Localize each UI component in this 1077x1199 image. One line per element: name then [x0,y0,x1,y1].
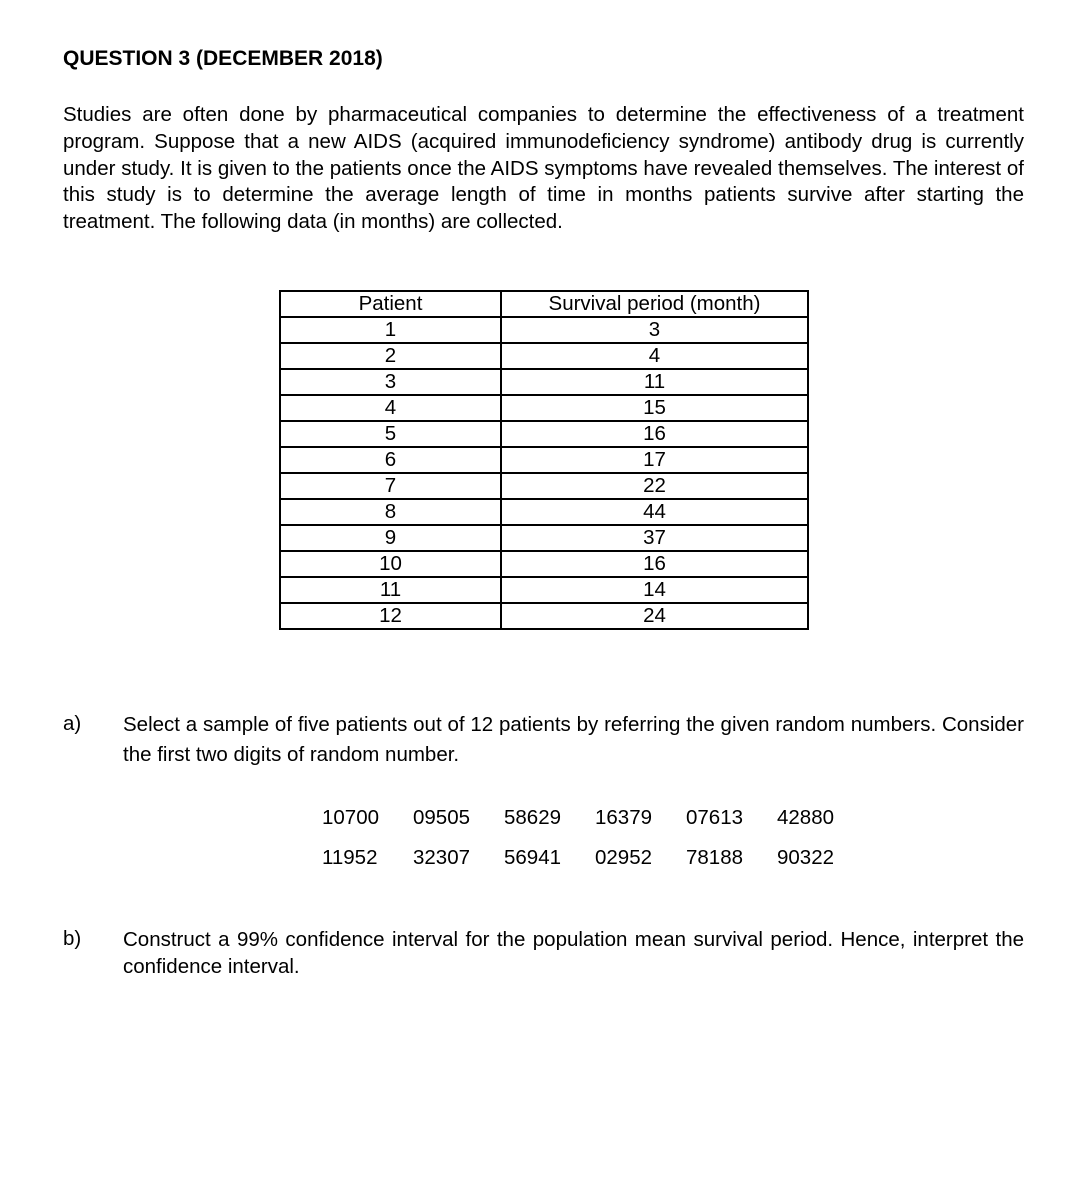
random-number: 07613 [686,806,744,829]
random-number: 58629 [504,806,562,829]
survival-cell: 16 [501,551,808,577]
question-a-text: Select a sample of five patients out of 12 patients by referring the given random numbers. Consider the first two digits of random number. [123,713,1024,766]
patient-cell: 6 [280,447,501,473]
table-row [280,395,808,421]
header-patient: Patient [280,291,501,317]
table-row [280,421,808,447]
random-number: 11952 [322,846,378,869]
survival-cell: 16 [501,421,808,447]
patient-cell: 5 [280,421,501,447]
random-number: 78188 [686,846,744,869]
patient-cell: 4 [280,395,501,421]
survival-cell: 44 [501,499,808,525]
header-survival: Survival period (month) [501,291,808,317]
random-number: 10700 [322,806,380,829]
survival-cell: 37 [501,525,808,551]
patient-cell: 9 [280,525,501,551]
patient-cell: 3 [280,369,501,395]
survival-cell: 14 [501,577,808,603]
question-title: QUESTION 3 (DECEMBER 2018) [63,47,383,70]
patient-cell: 2 [280,343,501,369]
patient-cell: 1 [280,317,501,343]
random-number: 90322 [777,846,835,869]
table-row [280,447,808,473]
table-row [280,473,808,499]
random-number-row [322,844,868,884]
table-row [280,525,808,551]
survival-cell: 11 [501,369,808,395]
survival-cell: 24 [501,603,808,629]
survival-cell: 4 [501,343,808,369]
random-number-row [322,804,868,844]
patient-cell: 11 [280,577,501,603]
survival-cell: 15 [501,395,808,421]
table-row [280,343,808,369]
patient-cell: 7 [280,473,501,499]
survival-table [279,290,809,630]
random-numbers [322,804,868,884]
patient-cell: 12 [280,603,501,629]
intro-paragraph: Studies are often done by pharmaceutical companies to determine the effectiveness of a treatment program. Suppose that a new AIDS (acquired immunodeficiency syndrome) antibody drug is currently under study. It is given to the patients once the AIDS symptoms have revealed themselves. The interest of this study is to determine the average length of time in months patients survive after starting the treatment. The following data (in months) are collected. [63,103,1024,234]
question-a-label: a) [63,712,82,735]
table-row [280,577,808,603]
random-number: 42880 [777,806,835,829]
table-row [280,499,808,525]
table-row [280,603,808,629]
table-row [280,369,808,395]
survival-cell: 22 [501,473,808,499]
survival-cell: 3 [501,317,808,343]
patient-cell: 10 [280,551,501,577]
table-row [280,551,808,577]
table-row [280,317,808,343]
random-number: 09505 [413,806,471,829]
random-number: 56941 [504,846,562,869]
patient-cell: 8 [280,499,501,525]
question-b-text: Construct a 99% confidence interval for the population mean survival period. Hence, interpret the confidence interval. [123,928,1024,978]
random-number: 02952 [595,846,653,869]
survival-cell: 17 [501,447,808,473]
random-number: 32307 [413,846,471,869]
random-number: 16379 [595,806,653,829]
table-header-row [280,291,808,317]
question-b-label: b) [63,927,82,950]
